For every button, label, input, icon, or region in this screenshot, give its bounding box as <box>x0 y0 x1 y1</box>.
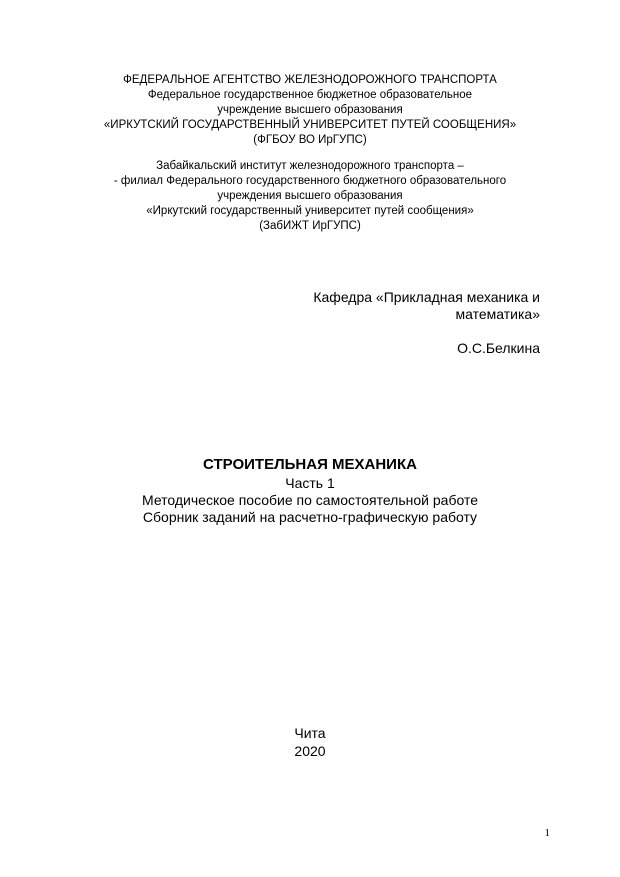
university-abbr: (ФГБОУ ВО ИрГУПС) <box>253 134 367 146</box>
branch-abbr: (ЗабИЖТ ИрГУПС) <box>259 220 361 232</box>
city: Чита <box>294 725 326 741</box>
document-subtitle2: Сборник заданий на расчетно-графическую работу <box>142 509 478 525</box>
agency-name: ФЕДЕРАЛЬНОЕ АГЕНТСТВО ЖЕЛЕЗНОДОРОЖНОГО ТРАНСПОРТА <box>123 74 497 86</box>
institution-type-line1: Федеральное государственное бюджетное образовательное <box>147 89 473 101</box>
document-title: СТРОИТЕЛЬНАЯ МЕХАНИКА <box>203 456 417 473</box>
page-number: 1 <box>544 827 550 839</box>
author-name: О.С.Белкина <box>457 340 540 356</box>
institution-type-line2: учреждение высшего образования <box>217 104 403 116</box>
department-line1: Кафедра «Прикладная механика и <box>313 289 540 305</box>
branch-line4: «Иркутский государственный университет путей сообщения» <box>146 205 474 217</box>
department-line2: математика» <box>455 306 540 322</box>
branch-line3: учреждения высшего образования <box>217 190 403 202</box>
document-part: Часть 1 <box>285 475 335 491</box>
document-subtitle1: Методическое пособие по самостоятельной работе <box>142 492 478 508</box>
year: 2020 <box>294 743 326 759</box>
branch-line1: Забайкальский институт железнодорожного транспорта – <box>156 160 464 172</box>
branch-line2: - филиал Федерального государственного бюджетного образовательного <box>113 175 507 187</box>
university-name: «ИРКУТСКИЙ ГОСУДАРСТВЕННЫЙ УНИВЕРСИТЕТ ПУТЕЙ СООБЩЕНИЯ» <box>103 119 517 131</box>
